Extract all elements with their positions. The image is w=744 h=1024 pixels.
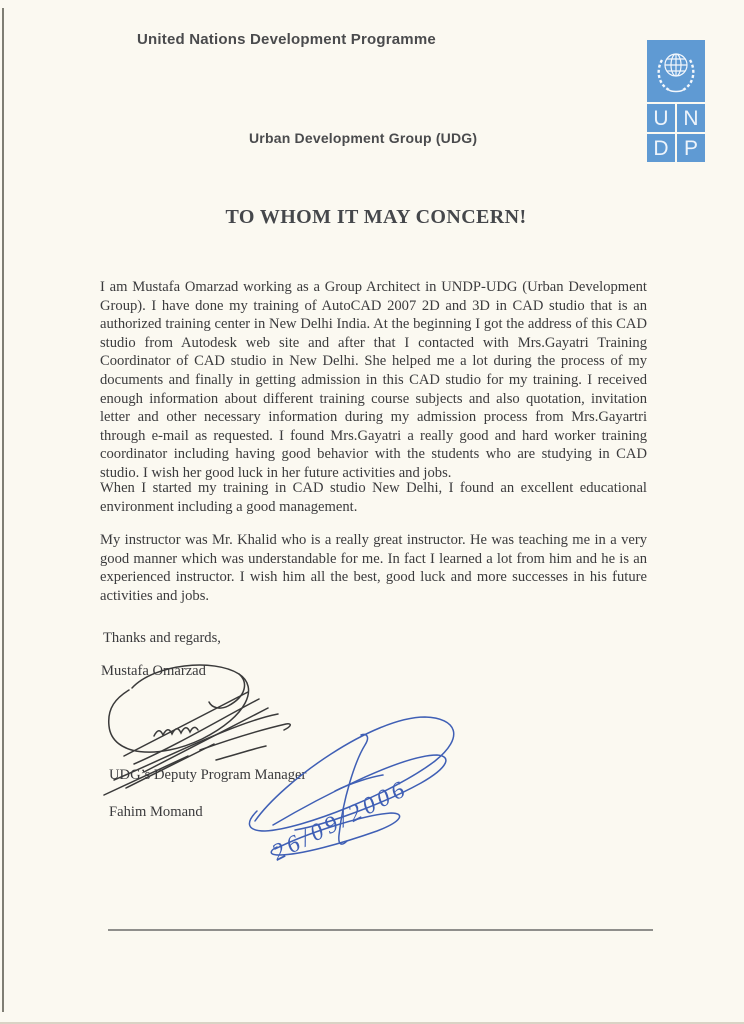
footer-rule [108,929,653,931]
signer2-role: UDG’s Deputy Program Manager [109,767,307,783]
un-emblem-icon [647,40,705,102]
signature-blue-ink [243,703,483,868]
logo-letter-u: U [647,104,675,132]
handwritten-date: 26/09/2006 [267,775,413,867]
paragraph-1: I am Mustafa Omarzad working as a Group Architect in UNDP-UDG (Urban Development Group). I have done my training of AutoCAD 2007 2D and 3D in CAD studio that is an authorized training center in New Delhi India. At the beginning I got the address of this CAD studio from Autodesk web site and after that I contacted with Mrs.Gayatri Training Coordinator of CAD studio in New Delhi. She helped me a lot during the process of my documents and finally in getting admission in this CAD studio for my training. I received enough information about different training course subjects and also quotation, invitation letter and other necessary information during my admission process from Mrs.Gayartri through e-mail as requested. I found Mrs.Gayatri a really good and hard worker training coordinator including having good behavior with the students who are studying in CAD studio. I wish her good luck in her future activities and jobs. [100,279,647,481]
paragraph-2: When I started my training in CAD studio New Delhi, I found an excellent educational environment including a good management. [100,480,647,515]
scan-edge-artifact-left [2,8,4,1012]
signer1-name: Mustafa Omarzad [101,663,206,679]
paragraph-3: My instructor was Mr. Khalid who is a really great instructor. He was teaching me in a very good manner which was understandable for me. In fact I learned a lot from him and he is an experienced instructor. I wish him all the best, good luck and more successes in his future activities and jobs. [100,532,647,604]
undp-logo [647,40,705,162]
closing-thanks: Thanks and regards, [103,630,221,646]
letter-title: TO WHOM IT MAY CONCERN! [225,206,527,228]
logo-letter-p: P [677,134,705,162]
logo-letter-d: D [647,134,675,162]
org-name: United Nations Development Programme [137,31,436,48]
logo-letter-n: N [677,104,705,132]
signer2-name: Fahim Momand [109,804,203,820]
group-name: Urban Development Group (UDG) [249,130,478,146]
undp-letter-blocks [647,104,705,162]
